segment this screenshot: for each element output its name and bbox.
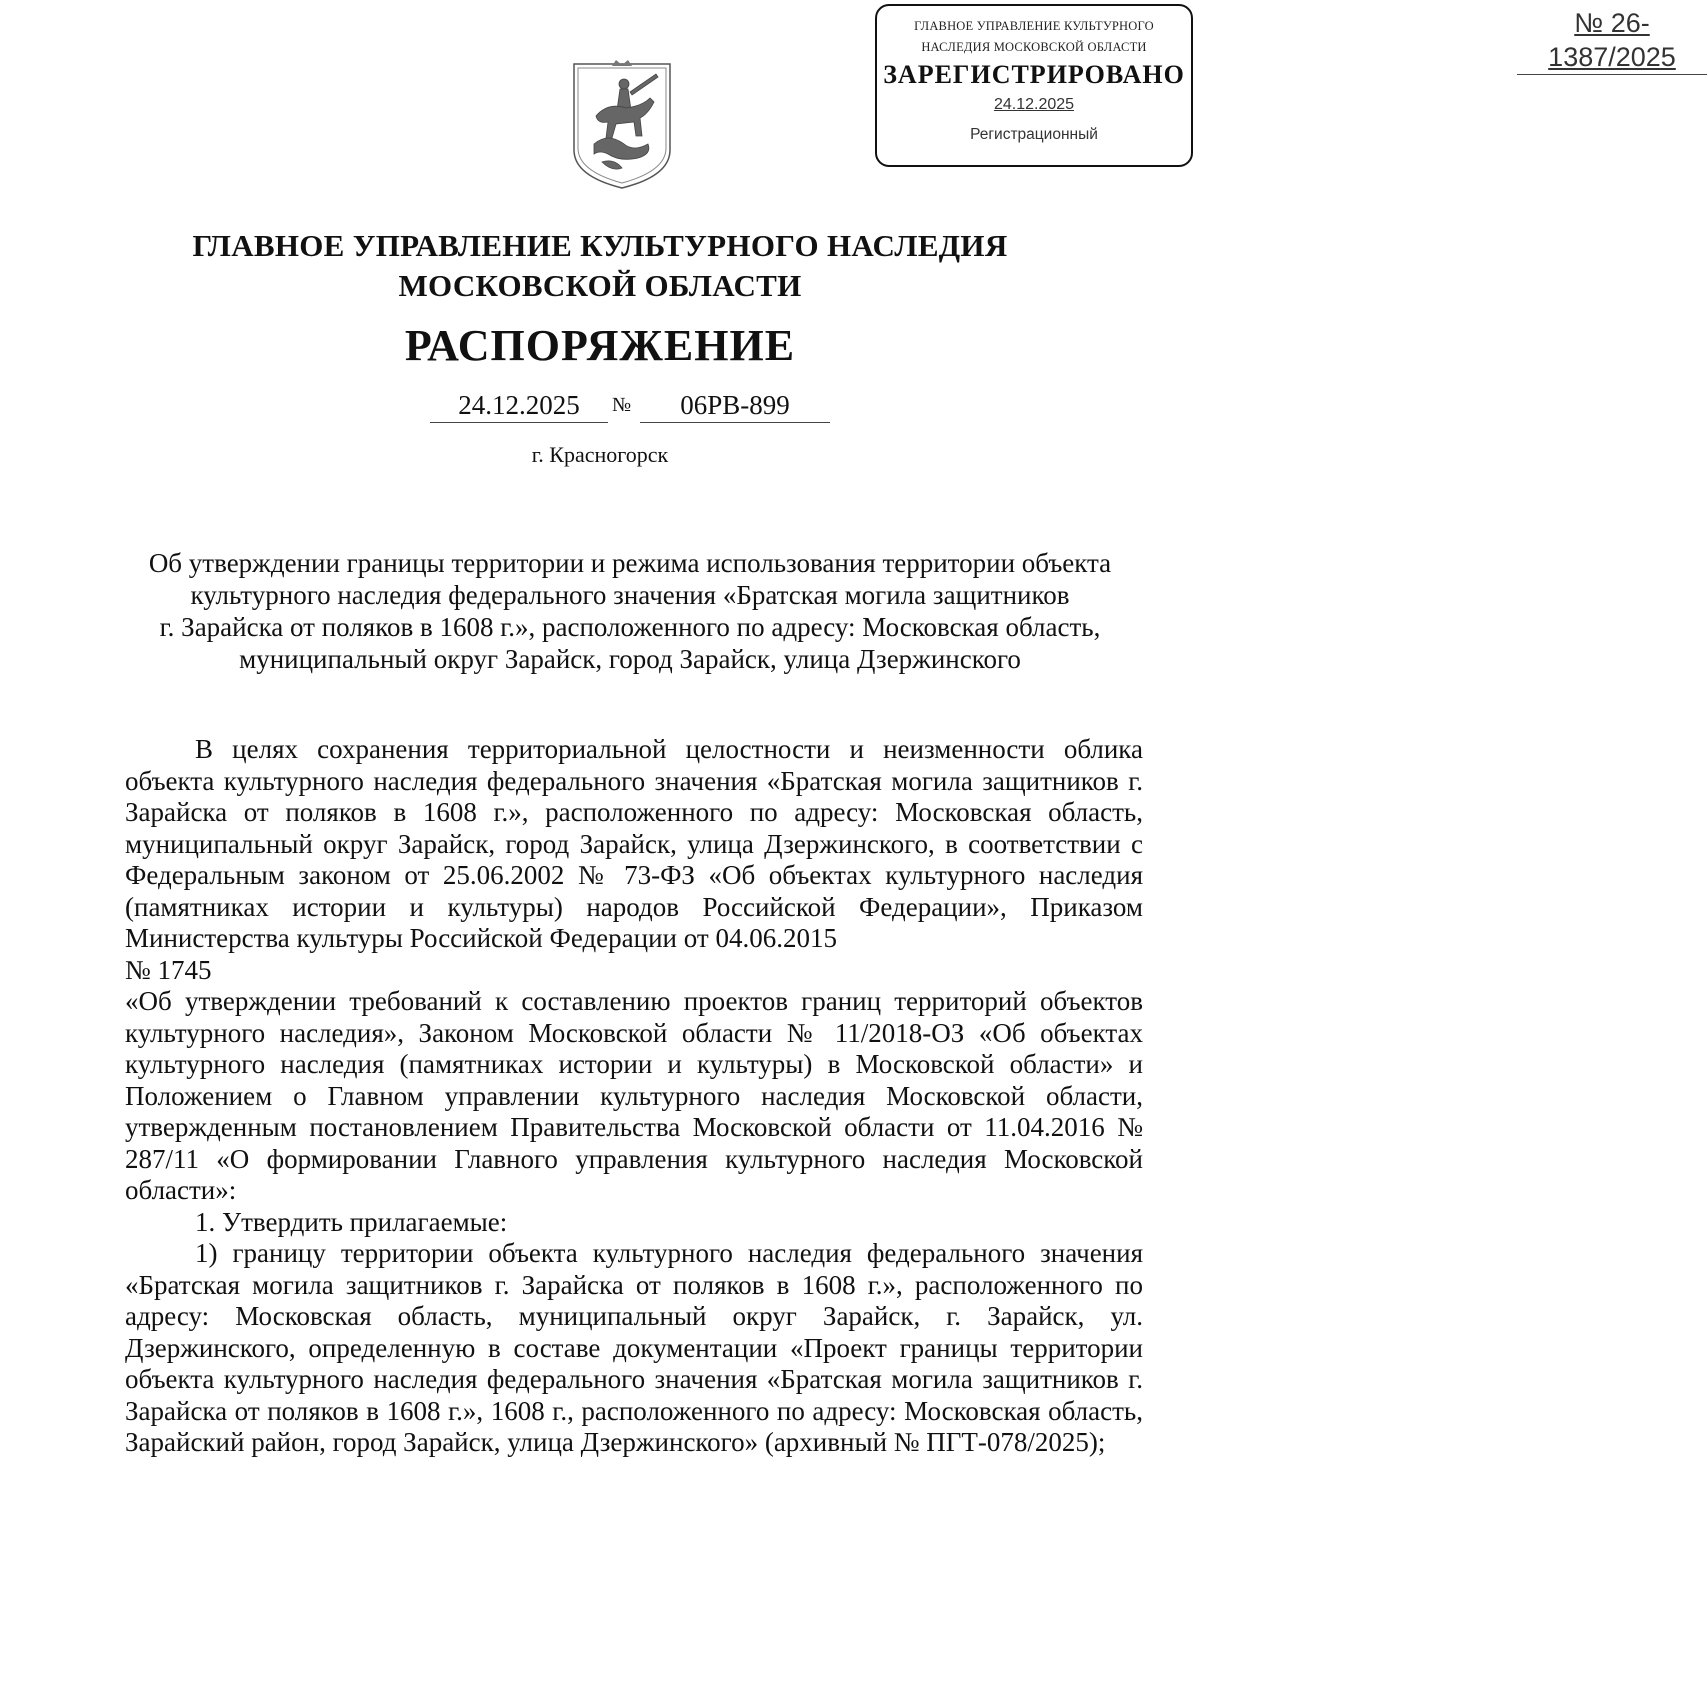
organization-name [0,226,1200,306]
body-paragraph-legal-basis: «Об утверждении требований к составлению проектов границ территорий объектов культурного наследия», Законом Московской области № 11/2018-ОЗ «Об объектах культурного наследия (памятниках истории и культуры) в Московской области» и Положением о Главном управлении культурного наследия Московской области, утвержденным постановлением Правительства Московской области от 11.04.2016 № 287/11 «О формировании Главного управления культурного наследия Московской области»: [125,986,1143,1205]
registration-stamp [875,4,1676,167]
document-number: 06РВ-899 [640,388,830,423]
document-city: г. Красногорск [531,442,669,467]
subject-line-2: культурного наследия федерального значения «Братская могила защитников [190,580,1070,610]
moscow-oblast-coat-of-arms-icon [568,58,676,192]
stamp-reg-value: № 26-1387/2025 [1517,6,1707,75]
subject-line-3: г. Зарайска от поляков в 1608 г.», расположенного по адресу: Московская область, [159,612,1101,642]
stamp-org-line-2: НАСЛЕДИЯ МОСКОВСКОЙ ОБЛАСТИ [921,40,1147,54]
organization-name-line-2: МОСКОВСКОЙ ОБЛАСТИ [398,268,802,303]
stamp-title: ЗАРЕГИСТРИРОВАНО [883,60,1185,89]
document-subject [110,547,1150,675]
organization-name-line-1: ГЛАВНОЕ УПРАВЛЕНИЕ КУЛЬТУРНОГО НАСЛЕДИЯ [192,228,1008,263]
stamp-organization [877,14,1191,56]
document-date: 24.12.2025 [430,388,608,423]
subject-line-4: муниципальный округ Зарайск, город Зарайск, улица Дзержинского [239,644,1021,674]
body-item-1: 1. Утвердить прилагаемые: [195,1206,508,1237]
number-sign: № [612,394,632,416]
stamp-reg-label: Регистрационный [970,126,1098,143]
stamp-org-line-1: ГЛАВНОЕ УПРАВЛЕНИЕ КУЛЬТУРНОГО [914,19,1154,33]
subject-line-1: Об утверждении границы территории и режима использования территории объекта [148,548,1112,578]
body-item-1-1: 1) границу территории объекта культурного наследия федерального значения «Братская могила защитников г. Зарайска от поляков в 1608 г.», расположенного по адресу: Московская область, муниципальный округ Зарайск, г. Зарайск, ул. Дзержинского, определенную в составе документации «Проект границы территории объекта культурного наследия федерального значения «Братская могила защитников г. Зарайска от поляков в 1608 г.», 1608 г., расположенного по адресу: Московская область, Зарайский район, город Зарайск, улица Дзержинского» (архивный № ПГТ-078/2025); [125,1238,1143,1457]
document-type: РАСПОРЯЖЕНИЕ [404,321,796,370]
stamp-date: 24.12.2025 [993,96,1075,113]
body-paragraph-preamble: В целях сохранения территориальной целостности и неизменности облика объекта культурного наследия федерального значения «Братская могила защитников г. Зарайска от поляков в 1608 г.», расположенного по адресу: Московская область, муниципальный округ Зарайск, город Зарайск, улица Дзержинского, в соответствии с Федеральным законом от 25.06.2002 № 73-ФЗ «Об объектах культурного наследия (памятниках истории и культуры) народов Российской Федерации», Приказом Министерства культуры Российской Федерации от 04.06.2015 [125,734,1143,953]
document-body [125,734,1143,1459]
body-paragraph-preamble-tail: № 1745 [125,954,212,985]
document-meta-row [0,388,1200,428]
